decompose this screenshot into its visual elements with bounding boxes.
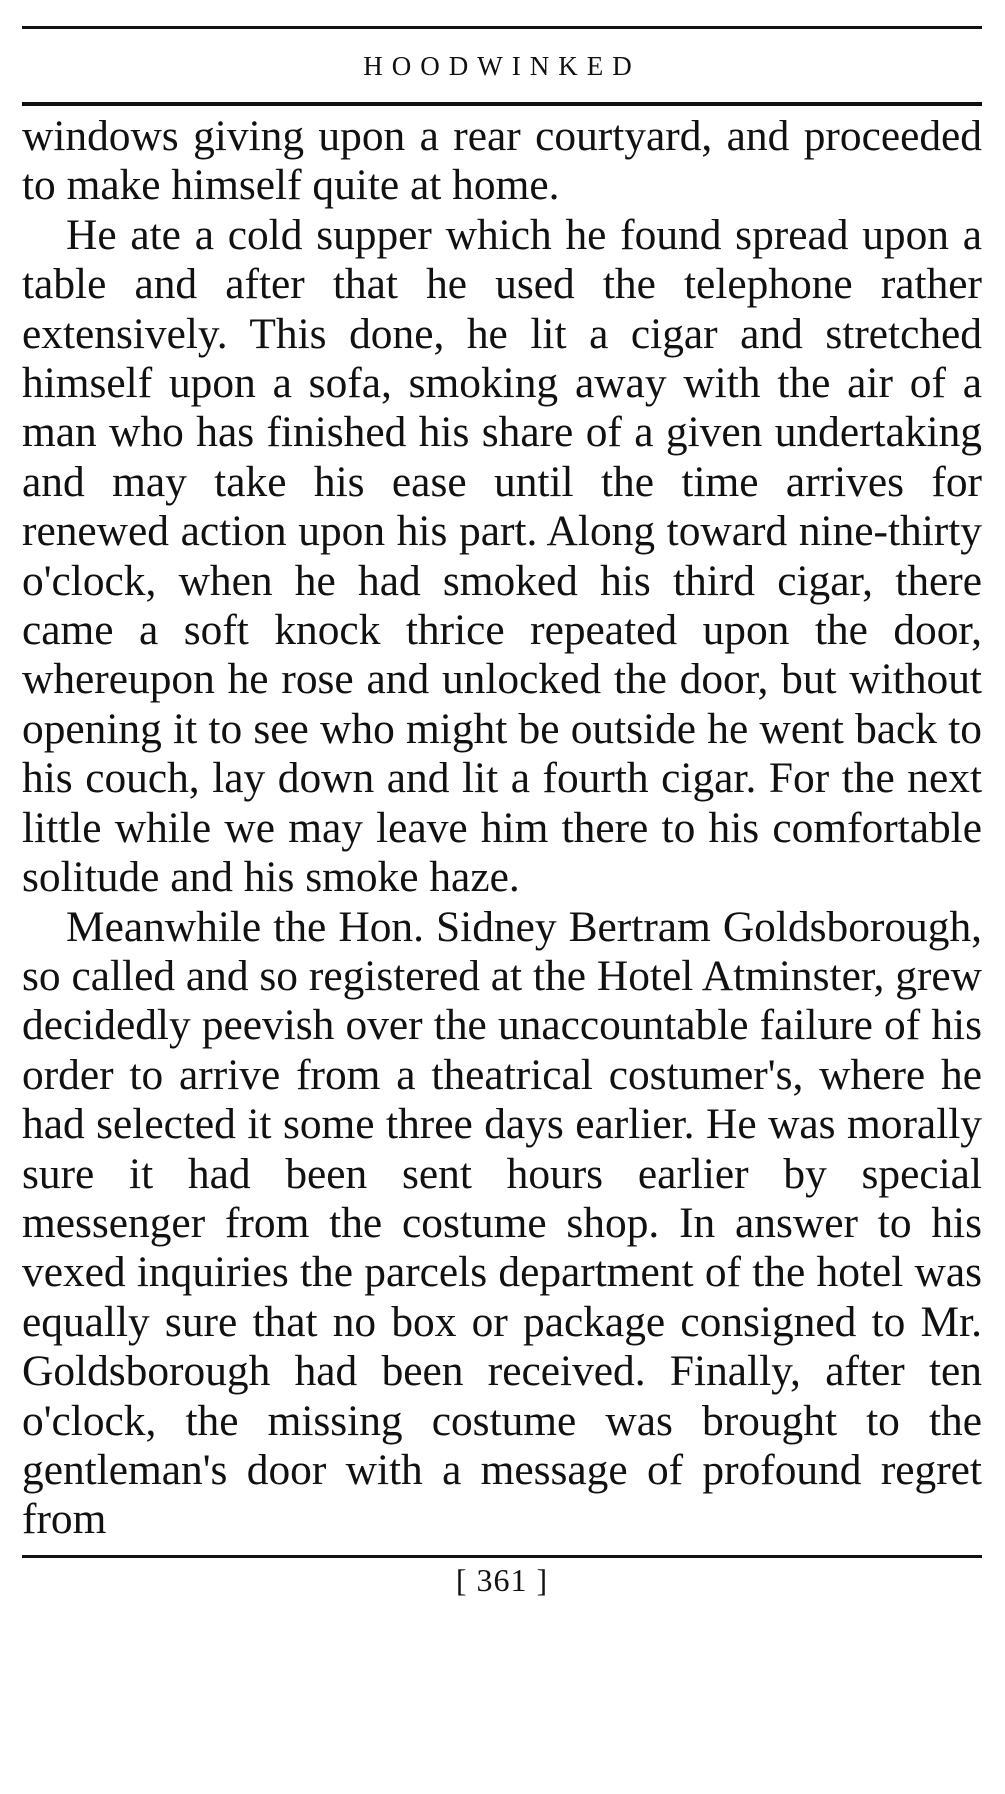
book-page [22, 20, 982, 1599]
running-head: HOODWINKED [363, 51, 641, 81]
paragraph-continued: windows giving upon a rear courtyard, and proceeded to make himself quite at home. [22, 112, 982, 210]
header-rule [22, 102, 982, 106]
body-text [22, 112, 982, 1545]
page-number: [ 361 ] [455, 1561, 549, 1598]
paragraph-goldsborough: Meanwhile the Hon. Sidney Bertram Goldsborough, so called and so registered at the Hotel Atminster, grew decidedly peevish over the unaccountable failure of his order to arrive from a theatrical costumer's, where he had selected it some three days earlier. He was morally sure it had been sent hours earlier by special messenger from the costume shop. In answer to his vexed inquiries the parcels department of the hotel was equally sure that no box or package consigned to Mr. Goldsborough had been received. Finally, after ten o'clock, the missing costume was brought to the gentleman's door with a message of profound regret from [22, 902, 982, 1544]
paragraph-supper: He ate a cold supper which he found spread upon a table and after that he used the telephone rather extensively. This done, he lit a cigar and stretched himself upon a sofa, smoking away with the air of a man who has finished his share of a given undertaking and may take his ease until the time arrives for renewed action upon his part. Along toward nine-thirty o'clock, when he had smoked his third cigar, there came a soft knock thrice repeated upon the door, whereupon he rose and unlocked the door, but without opening it to see who might be outside he went back to his couch, lay down and lit a fourth cigar. For the next little while we may leave him there to his comfortable solitude and his smoke haze. [22, 210, 982, 902]
